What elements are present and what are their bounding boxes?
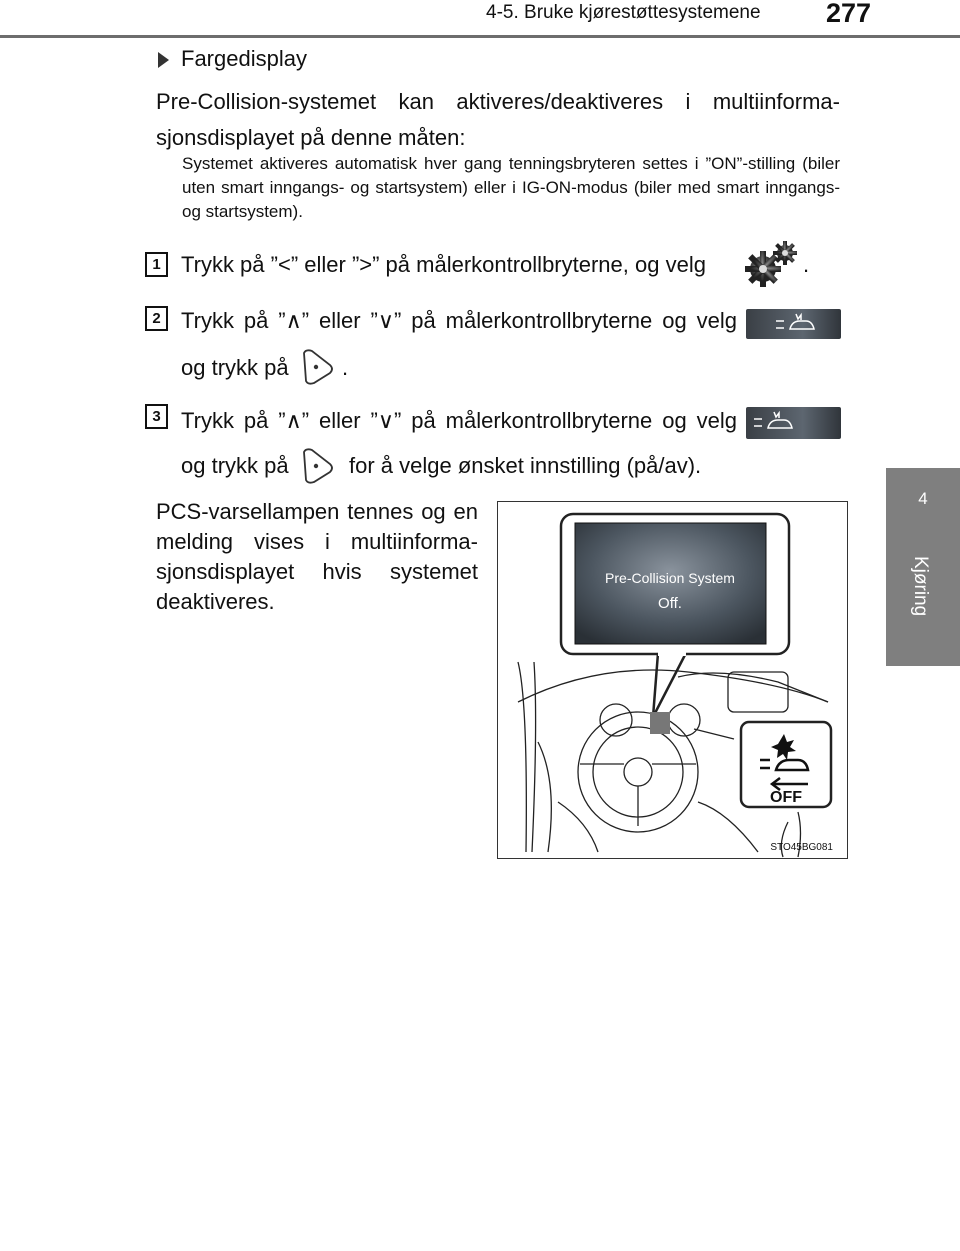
step-2-number: 2 [145,306,168,331]
step-2-text-b: og trykk på [181,355,289,380]
pcs-setting-icon [746,407,841,439]
pcs-paragraph: PCS-varsellampen tennes og en melding vises i multiinforma-sjonsdisplayet hvis systemet deaktiveres. [156,499,478,614]
page-number: 277 [826,0,872,28]
step-2-text: Trykk på ”∧” eller ”∨” på målerkontrollbryterne og velg [181,308,737,333]
chapter-label: Kjøring [910,556,931,617]
section-title: 4-5. Bruke kjørestøttesystemene [486,2,761,23]
step-1-end: . [803,252,810,277]
enter-button-icon [298,345,338,385]
screen-message-line2: Off. [658,595,682,612]
bullet-heading: Fargedisplay [181,46,307,71]
step-3-number: 3 [145,404,168,429]
step-3-text: Trykk på ”∧” eller ”∨” på målerkontrollbryterne og velg [181,408,737,433]
off-indicator-label: OFF [770,789,802,806]
gear-icon [743,239,799,289]
bullet-arrow-icon [158,52,169,68]
note-paragraph: Systemet aktiveres automatisk hver gang tenningsbryteren settes i ”ON”-stilling (biler uten smart inngangs- og startsystem) eller i IG-ON-modus (biler med smart inngangs- og startsystem). [182,154,840,221]
step-1-text: Trykk på ”<” eller ”>” på målerkontrollbryterne, og velg [181,252,706,277]
step-1-number: 1 [145,252,168,277]
enter-button-icon [298,444,338,484]
step-3-text-b: og trykk på [181,453,289,478]
step-2-end: . [342,355,349,380]
header-divider [0,35,960,38]
intro-paragraph: Pre-Collision-systemet kan aktiveres/deaktiveres i multiinforma-sjonsdisplayet på denne måten: [156,89,840,150]
chapter-number: 4 [918,489,928,508]
screen-message-line1: Pre-Collision System [605,570,735,586]
pcs-menu-icon [746,309,841,339]
figure-code: STO45BG081 [770,842,833,853]
step-3-end: for å velge ønsket innstilling (på/av). [349,453,702,478]
figure-illustration [497,501,848,859]
